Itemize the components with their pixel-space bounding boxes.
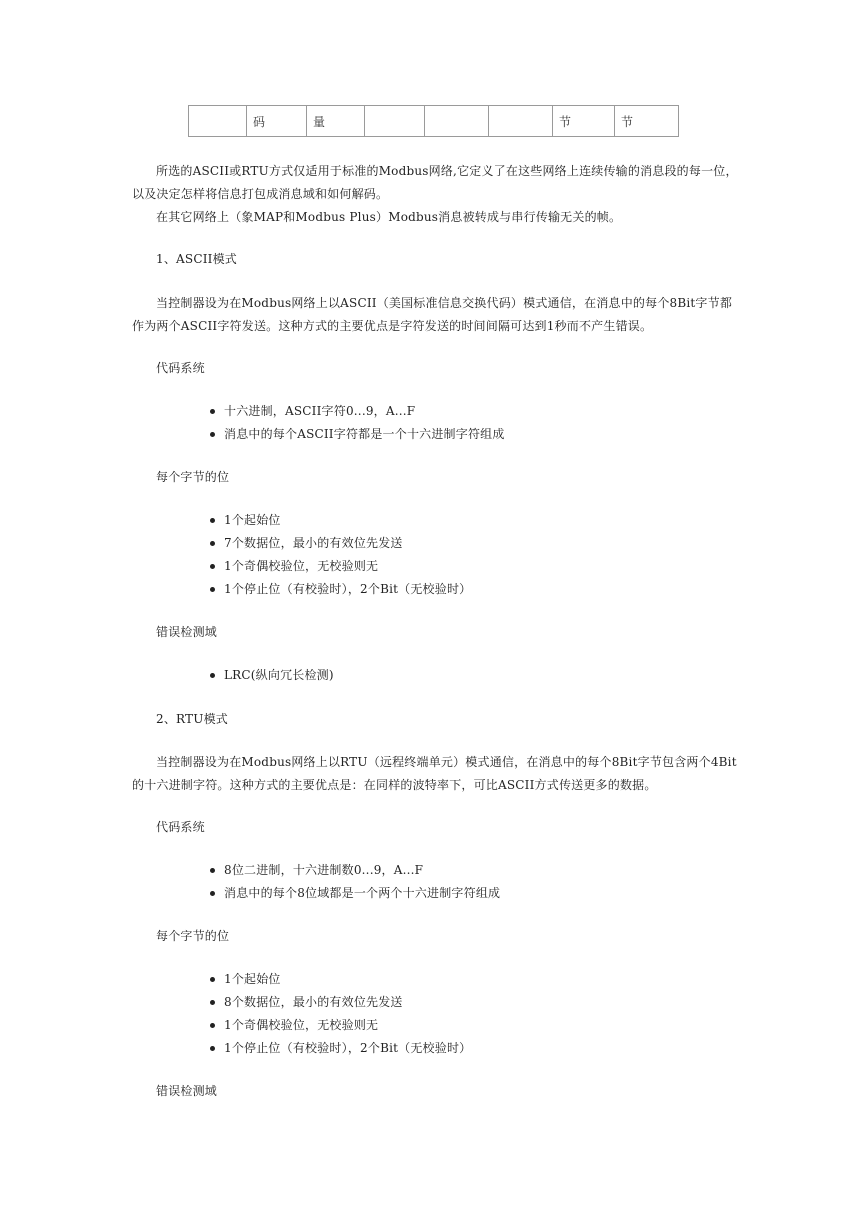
table-cell xyxy=(189,106,247,137)
list-item: 1个停止位（有校验时），2个Bit（无校验时） xyxy=(210,578,471,601)
rtu-description: 当控制器设为在Modbus网络上以RTU（远程终端单元）模式通信，在消息中的每个8Bit字节包含两个4Bit的十六进制字符。这种方式的主要优点是：在同样的波特率下，可比ASCII方式传送更多的数据。 xyxy=(132,755,737,792)
ascii-bits-list xyxy=(210,509,471,601)
bullet-icon xyxy=(210,1000,215,1005)
bullet-icon xyxy=(210,1046,215,1051)
other-networks-paragraph: 在其它网络上（象MAP和Modbus Plus）Modbus消息被转成与串行传输无关的帧。 xyxy=(156,210,622,224)
list-item: 1个停止位（有校验时），2个Bit（无校验时） xyxy=(210,1037,471,1060)
bullet-icon xyxy=(210,977,215,982)
table-cell: 节 xyxy=(615,106,679,137)
rtu-bits-list xyxy=(210,968,471,1060)
list-item: 1个奇偶校验位，无校验则无 xyxy=(210,1014,471,1037)
table-cell: 节 xyxy=(553,106,615,137)
list-item: 8位二进制，十六进制数0...9，A...F xyxy=(210,859,500,882)
ascii-code-system-title: 代码系统 xyxy=(156,361,205,375)
list-item: 1个起始位 xyxy=(210,509,471,532)
rtu-mode-heading: 2、RTU模式 xyxy=(156,712,228,726)
list-item: 1个奇偶校验位，无校验则无 xyxy=(210,555,471,578)
rtu-error-check-title: 错误检测域 xyxy=(156,1084,218,1098)
bullet-icon xyxy=(210,891,215,896)
ascii-error-check-title: 错误检测域 xyxy=(156,625,218,639)
bullet-icon xyxy=(210,564,215,569)
bullet-icon xyxy=(210,541,215,546)
ascii-mode-heading: 1、ASCII模式 xyxy=(156,252,237,266)
list-item: 消息中的每个ASCII字符都是一个十六进制字符组成 xyxy=(210,423,505,446)
table-cell: 量 xyxy=(307,106,365,137)
ascii-error-check-list xyxy=(210,664,334,687)
list-item: LRC(纵向冗长检测) xyxy=(210,664,334,687)
rtu-bits-title: 每个字节的位 xyxy=(156,929,230,943)
rtu-code-system-title: 代码系统 xyxy=(156,820,205,834)
bullet-icon xyxy=(210,409,215,414)
table-cell xyxy=(425,106,489,137)
bullet-icon xyxy=(210,518,215,523)
bullet-icon xyxy=(210,1023,215,1028)
table-cell xyxy=(365,106,425,137)
bullet-icon xyxy=(210,673,215,678)
list-item: 1个起始位 xyxy=(210,968,471,991)
ascii-code-system-list xyxy=(210,400,505,446)
table-cell xyxy=(489,106,553,137)
list-item: 8个数据位，最小的有效位先发送 xyxy=(210,991,471,1014)
rtu-code-system-list xyxy=(210,859,500,905)
table-row xyxy=(189,106,679,137)
ascii-bits-title: 每个字节的位 xyxy=(156,470,230,484)
table-fragment xyxy=(188,105,679,137)
bullet-icon xyxy=(210,432,215,437)
list-item: 消息中的每个8位域都是一个两个十六进制字符组成 xyxy=(210,882,500,905)
list-item: 十六进制，ASCII字符0...9，A...F xyxy=(210,400,505,423)
intro-paragraph: 所选的ASCII或RTU方式仅适用于标准的Modbus网络,它定义了在这些网络上连续传输的消息段的每一位，以及决定怎样将信息打包成消息域和如何解码。 xyxy=(132,164,738,201)
ascii-description: 当控制器设为在Modbus网络上以ASCII（美国标准信息交换代码）模式通信，在消息中的每个8Bit字节都作为两个ASCII字符发送。这种方式的主要优点是字符发送的时间间隔可达到1秒而不产生错误。 xyxy=(132,296,733,333)
list-item: 7个数据位，最小的有效位先发送 xyxy=(210,532,471,555)
table-cell: 码 xyxy=(247,106,307,137)
bullet-icon xyxy=(210,868,215,873)
bullet-icon xyxy=(210,587,215,592)
